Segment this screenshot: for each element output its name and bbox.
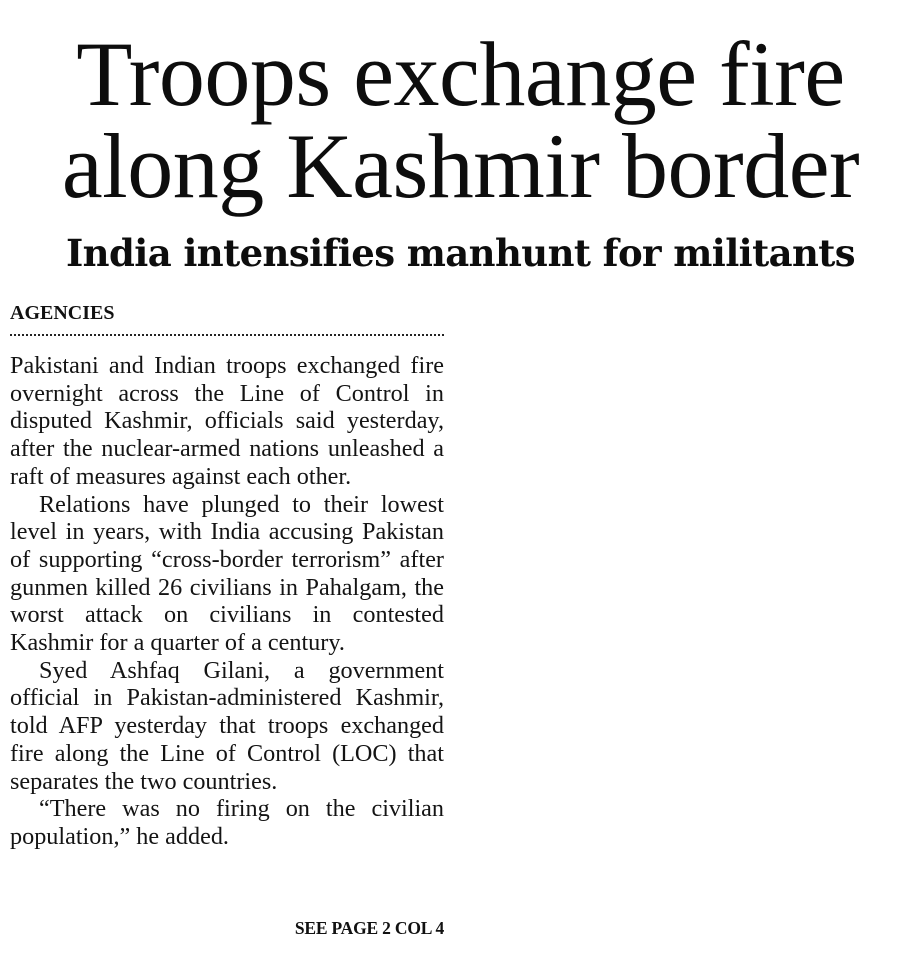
article-paragraph-2: Relations have plunged to their lowest level in years, with India accusing Pakistan of supporting “cross-border terrorism” after gunmen killed 26 civilians in Pahalgam, the worst attack on civilians in contested Kashmir for a quarter of a century.: [10, 490, 444, 657]
article-body: [10, 352, 444, 851]
article-paragraph-4: “There was no firing on the civilian population,” he added.: [10, 795, 444, 850]
headline-line-1: Troops exchange fire: [76, 23, 845, 125]
headline-line-2: along Kashmir border: [61, 115, 860, 217]
byline-divider: [10, 334, 444, 336]
article-paragraph-3: Syed Ashfaq Gilani, a government official in Pakistan-administered Kashmir, told AFP yesterday that troops exchanged fire along the Line of Control (LOC) that separates the two countries.: [10, 656, 444, 795]
article-paragraph-1: Pakistani and Indian troops exchanged fire overnight across the Line of Control in disputed Kashmir, officials said yesterday, after the nuclear-armed nations unleashed a raft of measures against each other.: [10, 352, 444, 490]
subheadline: India intensifies manhunt for militants: [65, 231, 856, 275]
continuation-link[interactable]: SEE PAGE 2 COL 4: [294, 918, 444, 938]
headline: [0, 23, 921, 217]
byline: AGENCIES: [10, 302, 115, 324]
